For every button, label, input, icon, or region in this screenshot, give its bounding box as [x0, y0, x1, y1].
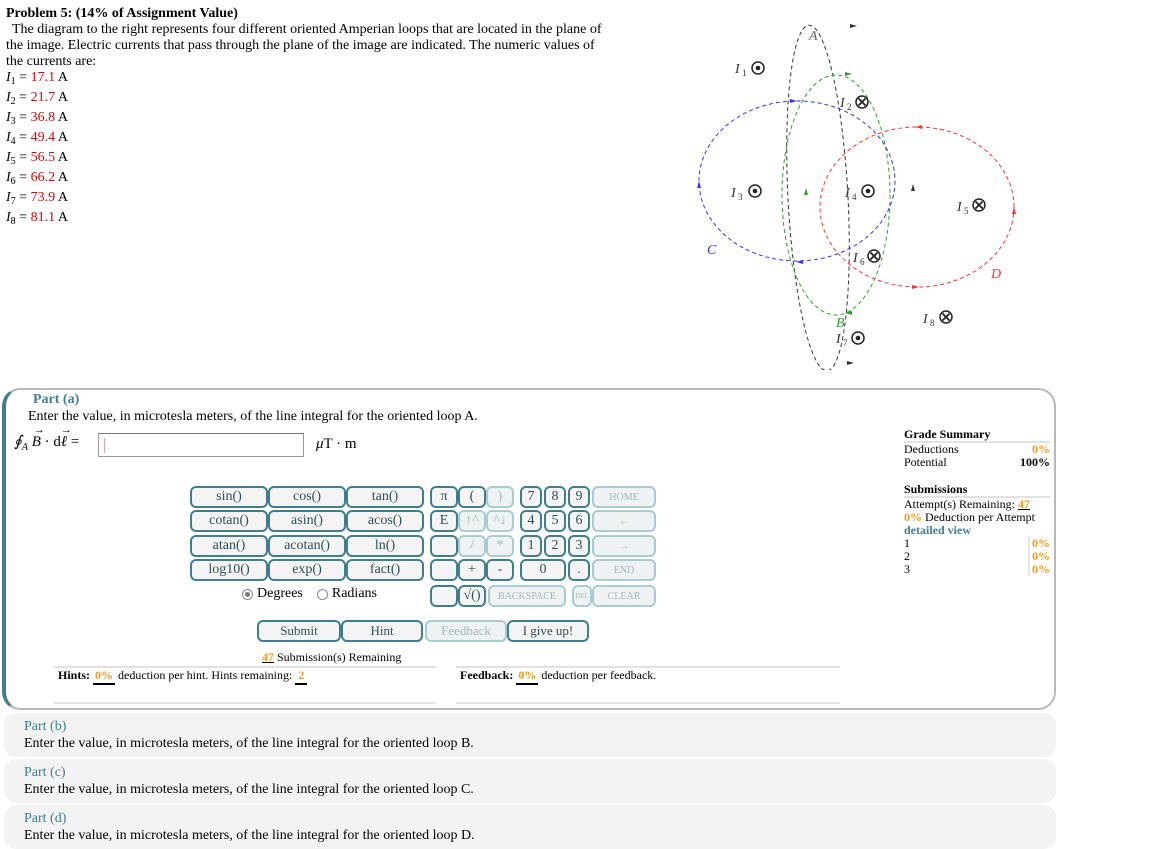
arrow-icon: [804, 188, 808, 195]
arrow-icon: [847, 361, 854, 365]
arrow-icon: [845, 72, 852, 76]
attempts-remaining: Attempt(s) Remaining: 47: [904, 497, 1030, 511]
svg-text:D: D: [991, 267, 1002, 282]
svg-text:I: I: [735, 62, 740, 77]
part-c-prompt: Enter the value, in microtesla meters, of the line integral for the oriented loop C.: [24, 782, 474, 797]
problem-description-line-1: The diagram to the right represents four different oriented Amperian loops that are located in the plane of: [12, 22, 602, 37]
clear-button[interactable]: CLEAR: [592, 585, 656, 607]
current-row-7: $I_7 = 73.9$ A: [6, 190, 68, 207]
svg-text:2: 2: [847, 102, 852, 112]
svg-text:1: 1: [742, 68, 747, 78]
detailed-view-link[interactable]: detailed view: [904, 523, 971, 537]
line-integral-equation: $∮_A$ B → · dℓ → =: [14, 424, 80, 453]
current-value: 81.1: [30, 210, 56, 225]
multiply-button[interactable]: *: [486, 535, 514, 557]
amperian-loops-diagram: [690, 20, 1030, 370]
divide-button[interactable]: /: [458, 535, 486, 557]
pi-button[interactable]: π: [430, 486, 458, 508]
current-i3: [730, 185, 761, 202]
part-b-panel[interactable]: [4, 713, 1056, 757]
current-i1: [734, 62, 764, 78]
loop-c: [699, 101, 895, 261]
current-value: 36.8: [30, 110, 56, 125]
part-d-panel[interactable]: [4, 805, 1056, 849]
blank-button[interactable]: [430, 585, 458, 607]
digit-9-button[interactable]: 9: [568, 486, 590, 508]
svg-text:6: 6: [860, 257, 865, 267]
digit-8-button[interactable]: 8: [544, 486, 566, 508]
cos-button[interactable]: cos(): [268, 486, 346, 508]
acos-button[interactable]: acos(): [346, 510, 424, 532]
part-a-label: Part (a): [33, 392, 80, 407]
radians-radio[interactable]: [317, 589, 328, 600]
arrow-icon: [850, 24, 857, 28]
answer-input[interactable]: [98, 433, 304, 457]
arrow-icon: [697, 181, 701, 188]
attempt-row: 3 0%: [904, 562, 1050, 576]
hint-button[interactable]: Hint: [341, 620, 423, 642]
current-i7: [835, 332, 864, 348]
asin-button[interactable]: asin(): [268, 510, 346, 532]
cursor-right-button[interactable]: →: [592, 535, 656, 557]
svg-text:4: 4: [852, 192, 857, 202]
part-a-panel: [2, 388, 1056, 710]
current-row-1: $I_1 = 17.1$ A: [6, 70, 68, 87]
blank-button[interactable]: [430, 559, 458, 581]
digit-5-button[interactable]: 5: [544, 510, 566, 532]
problem-description-line-3: the currents are:: [6, 54, 97, 69]
svg-text:I: I: [957, 200, 962, 215]
ln-button[interactable]: ln(): [346, 535, 424, 557]
submit-button[interactable]: Submit: [257, 620, 341, 642]
current-i6: [852, 250, 880, 267]
svg-text:I: I: [923, 312, 928, 327]
submissions-remaining: 47 Submission(s) Remaining: [262, 650, 402, 664]
current-row-2: $I_2 = 21.7$ A: [6, 90, 68, 107]
angle-mode-selector: [242, 586, 377, 602]
current-value: 56.5: [30, 150, 56, 165]
deduction-per-attempt: 0% Deduction per Attempt: [904, 510, 1035, 524]
svg-text:5: 5: [964, 206, 969, 216]
home-button[interactable]: HOME: [592, 486, 656, 508]
acotan-button[interactable]: acotan(): [268, 535, 346, 557]
left-paren-button[interactable]: (: [458, 486, 486, 508]
svg-text:C: C: [707, 243, 717, 258]
current-value: 73.9: [30, 190, 56, 205]
delete-button[interactable]: DEL: [572, 585, 592, 607]
fact-button[interactable]: fact(): [346, 559, 424, 581]
svg-text:I: I: [840, 96, 845, 111]
backspace-button[interactable]: BACKSPACE: [488, 585, 566, 607]
digit-0-button[interactable]: 0: [520, 559, 566, 581]
svg-text:I: I: [853, 251, 858, 266]
svg-text:7: 7: [843, 338, 848, 348]
tan-button[interactable]: tan(): [346, 486, 424, 508]
problem-description-line-2: the image. Electric currents that pass through the plane of the image are indicated. The numeric values of: [6, 38, 595, 53]
svg-text:I: I: [845, 186, 850, 201]
log10-button[interactable]: log10(): [190, 559, 268, 581]
part-c-label: Part (c): [24, 765, 66, 780]
text-caret: [104, 438, 105, 453]
current-i4: [844, 185, 874, 202]
e-button[interactable]: E: [430, 510, 458, 532]
atan-button[interactable]: atan(): [190, 535, 268, 557]
svg-text:I: I: [731, 186, 736, 201]
part-d-prompt: Enter the value, in microtesla meters, of the line integral for the oriented loop D.: [24, 828, 475, 843]
divider: [456, 702, 840, 704]
part-c-panel[interactable]: [4, 759, 1056, 803]
hints-info: Hints: 0% deduction per hint. Hints remaining: 2: [58, 668, 307, 685]
digit-3-button[interactable]: 3: [568, 535, 590, 557]
exp-button[interactable]: exp(): [268, 559, 346, 581]
divider: [54, 702, 436, 704]
feedback-button[interactable]: Feedback: [425, 620, 507, 642]
current-value: 66.2: [30, 170, 56, 185]
current-row-3: $I_3 = 36.8$ A: [6, 110, 68, 127]
cursor-left-button[interactable]: ←: [592, 510, 656, 532]
digit-4-button[interactable]: 4: [520, 510, 542, 532]
arrow-icon: [790, 99, 797, 103]
current-row-5: $I_5 = 56.5$ A: [6, 150, 68, 167]
cotan-button[interactable]: cotan(): [190, 510, 268, 532]
svg-text:A: A: [809, 29, 818, 44]
submissions-title: Submissions: [904, 483, 1050, 498]
potential-row: Potential 100%: [904, 455, 1050, 469]
arrow-icon: [912, 285, 919, 289]
degrees-radio[interactable]: [242, 589, 253, 600]
currents-list: [6, 70, 666, 230]
current-value: 21.7: [30, 90, 56, 105]
current-row-8: $I_8 = 81.1$ A: [6, 210, 68, 227]
attempt-row: 2 0%: [904, 549, 1050, 563]
right-paren-button[interactable]: ): [486, 486, 514, 508]
superscript-down-button[interactable]: ^↓: [486, 510, 514, 532]
digit-2-button[interactable]: 2: [544, 535, 566, 557]
sin-button[interactable]: sin(): [190, 486, 268, 508]
part-b-label: Part (b): [24, 719, 67, 734]
attempt-row: 1 0%: [904, 536, 1050, 550]
svg-text:B: B: [836, 316, 845, 331]
arrow-icon: [796, 260, 803, 264]
decimal-point-button[interactable]: .: [568, 559, 590, 581]
problem-statement: [6, 6, 666, 230]
current-i5: [956, 199, 985, 216]
grade-summary-title: Grade Summary: [904, 428, 1050, 443]
digit-7-button[interactable]: 7: [520, 486, 542, 508]
deductions-row: Deductions 0%: [904, 442, 1050, 456]
current-row-6: $I_6 = 66.2$ A: [6, 170, 68, 187]
radians-label: Radians: [331, 586, 377, 601]
part-a-prompt: Enter the value, in microtesla meters, of the line integral for the oriented loop A.: [28, 409, 478, 424]
svg-text:I: I: [836, 332, 841, 347]
feedback-info: Feedback: 0% deduction per feedback.: [460, 668, 656, 685]
svg-text:3: 3: [738, 192, 743, 202]
arrow-icon: [915, 125, 922, 129]
grade-summary: [904, 428, 1050, 576]
current-row-4: $I_4 = 49.4$ A: [6, 130, 68, 147]
current-i8: [922, 311, 952, 328]
current-value: 17.1: [30, 70, 56, 85]
minus-button[interactable]: -: [486, 559, 514, 581]
sqrt-button[interactable]: √(): [458, 585, 486, 607]
part-b-prompt: Enter the value, in microtesla meters, of the line integral for the oriented loop B.: [24, 736, 474, 751]
current-value: 49.4: [30, 130, 56, 145]
part-d-label: Part (d): [24, 811, 67, 826]
end-button[interactable]: END: [592, 559, 656, 581]
plus-button[interactable]: +: [458, 559, 486, 581]
answer-unit: μT · m: [316, 436, 357, 452]
give-up-button[interactable]: I give up!: [507, 620, 589, 642]
superscript-up-button[interactable]: ↑^: [458, 510, 486, 532]
blank-button[interactable]: [430, 535, 458, 557]
degrees-label: Degrees: [257, 586, 303, 601]
arrow-icon: [911, 184, 915, 191]
digit-6-button[interactable]: 6: [568, 510, 590, 532]
svg-text:8: 8: [930, 318, 935, 328]
current-i2: [839, 96, 868, 112]
digit-1-button[interactable]: 1: [520, 535, 542, 557]
problem-title: Problem 5: (14% of Assignment Value): [6, 6, 238, 21]
arrow-icon: [1012, 207, 1016, 214]
